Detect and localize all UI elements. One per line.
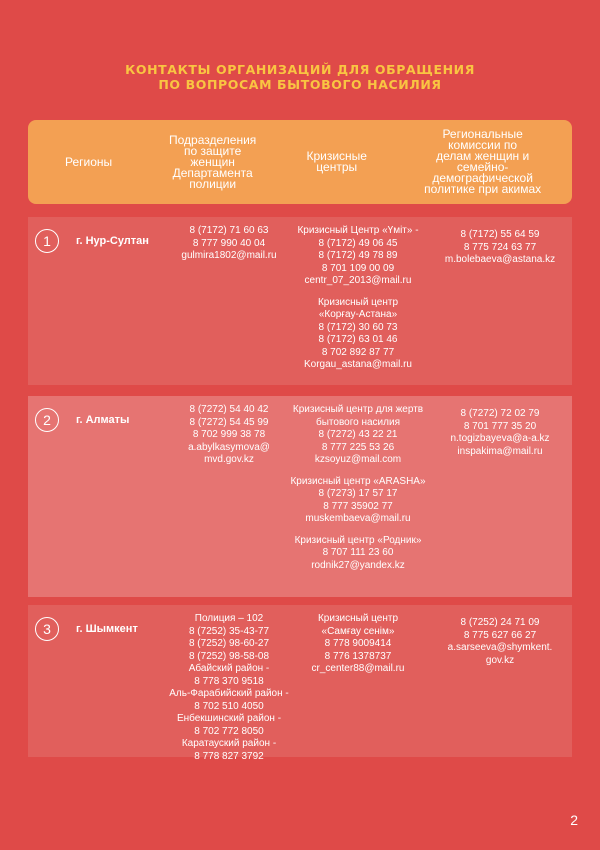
crisis-center-line: 8 (7172) 49 06 45: [318, 237, 398, 249]
crisis-center-line: 8 776 1378737: [324, 650, 392, 662]
region-city: г. Нур-Султан: [76, 235, 149, 247]
header-commissions: [397, 120, 572, 204]
header-police-line: Подразделения: [169, 132, 257, 147]
commission-contact-line: n.togizbayeva@a-a.kz: [450, 433, 550, 444]
police-contacts: [165, 225, 293, 263]
table-row: [28, 605, 572, 762]
table-header: [28, 120, 572, 204]
police-contact-line: 8 (7252) 35-43-77: [188, 625, 270, 637]
crisis-center-block: [278, 225, 438, 288]
crisis-center-contacts: [278, 613, 438, 685]
police-contact-line: mvd.gov.kz: [204, 454, 254, 465]
police-contact-line: 8 702 772 8050: [194, 725, 264, 737]
police-contact-line: 8 778 827 3792: [194, 750, 264, 762]
header-police-line: по защите: [183, 143, 242, 158]
crisis-center-line: 8 777 225 53 26: [321, 441, 395, 453]
header-commission-line: комиссии по: [448, 138, 518, 152]
police-contact-line: Каратауский район -: [181, 738, 277, 749]
crisis-center-block: [278, 613, 438, 676]
header-commission-line: делам женщин и: [436, 149, 530, 163]
commission-contacts: [428, 229, 572, 267]
crisis-center-line: rodnik27@yandex.kz: [311, 559, 405, 571]
crisis-center-line: 8 701 109 00 09: [321, 262, 395, 274]
police-contact-line: Абайский район -: [188, 663, 270, 674]
police-contacts: [165, 404, 293, 467]
crisis-center-line: «Корғау-Астана»: [318, 309, 398, 320]
commission-contacts: [428, 617, 572, 667]
police-contact-line: 8 (7272) 54 45 99: [189, 416, 269, 428]
crisis-center-line: Кризисный центр для жертв: [292, 404, 424, 415]
police-contact-line: 8 (7252) 98-60-27: [188, 638, 270, 649]
crisis-center-block: [278, 476, 438, 526]
crisis-center-block: [278, 535, 438, 573]
row-number-badge: 1: [35, 229, 59, 253]
crisis-center-block: [278, 404, 438, 467]
crisis-center-line: 8 (7172) 63 01 46: [318, 334, 398, 345]
commission-contact-line: a.sarseeva@shymkent.: [447, 642, 553, 653]
page-title: [0, 62, 600, 92]
police-contact-line: 8 (7252) 98-58-08: [188, 650, 270, 662]
header-crisis-line: центры: [316, 160, 358, 174]
crisis-center-line: 8 (7172) 49 78 89: [318, 250, 398, 261]
region-city: г. Шымкент: [76, 623, 138, 635]
header-crisis-centers: [276, 120, 397, 204]
police-contact-line: Енбекшинский район -: [176, 713, 282, 724]
crisis-center-line: kzsoyuz@mail.com: [314, 454, 402, 465]
crisis-center-line: Кризисный Центр «Үміт» -: [297, 225, 419, 236]
police-contact-line: gulmira1802@mail.ru: [181, 250, 277, 261]
police-contact-line: Полиция – 102: [194, 613, 264, 624]
header-crisis-line: Кризисные: [306, 149, 367, 163]
police-contacts: [165, 613, 293, 763]
commission-contact-line: 8 775 627 66 27: [463, 629, 537, 641]
crisis-center-line: бытового насилия: [316, 416, 400, 428]
police-contact-line: a.abylkasymova@: [188, 441, 270, 453]
header-police-line: женщин: [190, 154, 235, 169]
crisis-center-line: 8 707 111 23 60: [322, 547, 394, 558]
crisis-center-line: 8 778 9009414: [324, 638, 392, 649]
crisis-center-line: Кризисный центр «ARASHA»: [290, 475, 426, 487]
crisis-center-contacts: [278, 225, 438, 381]
table-row: [28, 217, 572, 385]
police-contact-line: 8 (7272) 54 40 42: [189, 404, 269, 415]
police-contact-line: 8 778 370 9518: [194, 675, 264, 687]
crisis-center-line: muskembaeva@mail.ru: [305, 513, 411, 524]
row-number-badge: 3: [35, 617, 59, 641]
crisis-center-line: Korgau_astana@mail.ru: [304, 359, 412, 370]
title-line-1: КОНТАКТЫ ОРГАНИЗАЦИЙ ДЛЯ ОБРАЩЕНИЯ: [125, 62, 475, 77]
commission-contacts: [428, 408, 572, 458]
commission-contact-line: 8 (7272) 72 02 79: [460, 408, 540, 419]
crisis-center-line: 8 (7172) 30 60 73: [318, 321, 398, 333]
crisis-center-line: 8 777 35902 77: [323, 500, 393, 512]
crisis-center-line: cr_center88@mail.ru: [311, 663, 405, 674]
crisis-center-contacts: [278, 404, 438, 581]
row-number-badge: 2: [35, 408, 59, 432]
commission-contact-line: 8 (7252) 24 71 09: [460, 617, 540, 628]
header-regions: Регионы: [64, 154, 113, 169]
commission-contact-line: inspakima@mail.ru: [457, 445, 543, 457]
police-contact-line: 8 702 999 38 78: [192, 429, 266, 440]
police-contact-line: Аль-Фарабийский район -: [169, 688, 289, 699]
police-contact-line: 8 (7172) 71 60 63: [189, 225, 269, 236]
commission-contact-line: gov.kz: [485, 654, 515, 666]
header-police-line: Департамента: [172, 165, 253, 180]
header-commission-line: демографической: [432, 171, 533, 185]
crisis-center-line: centr_07_2013@mail.ru: [304, 275, 412, 286]
crisis-center-line: Кризисный центр: [317, 613, 399, 624]
header-commission-line: Региональные: [442, 127, 523, 141]
crisis-center-line: 8 702 892 87 77: [321, 346, 395, 358]
header-commission-line: политике при акимах: [424, 182, 542, 196]
crisis-center-line: 8 (7273) 17 57 17: [318, 488, 398, 499]
crisis-center-line: Кризисный центр: [317, 296, 399, 308]
crisis-center-line: «Самғау сенім»: [321, 625, 395, 637]
page-number: 2: [570, 812, 578, 828]
commission-contact-line: 8 775 724 63 77: [463, 241, 537, 253]
table-row: [28, 396, 572, 597]
police-contact-line: 8 702 510 4050: [194, 700, 264, 712]
header-police-units: [149, 120, 276, 204]
region-city: г. Алматы: [76, 414, 130, 426]
header-police-line: полиции: [189, 176, 237, 191]
commission-contact-line: 8 (7172) 55 64 59: [460, 229, 540, 240]
crisis-center-line: Кризисный центр «Родник»: [294, 534, 422, 546]
commission-contact-line: 8 701 777 35 20: [463, 420, 537, 432]
commission-contact-line: m.bolebaeva@astana.kz: [444, 254, 556, 265]
police-contact-line: 8 777 990 40 04: [192, 237, 266, 249]
title-line-2: ПО ВОПРОСАМ БЫТОВОГО НАСИЛИЯ: [158, 77, 442, 92]
crisis-center-block: [278, 297, 438, 372]
crisis-center-line: 8 (7272) 43 22 21: [318, 429, 398, 440]
header-commission-line: семейно-: [456, 160, 509, 174]
